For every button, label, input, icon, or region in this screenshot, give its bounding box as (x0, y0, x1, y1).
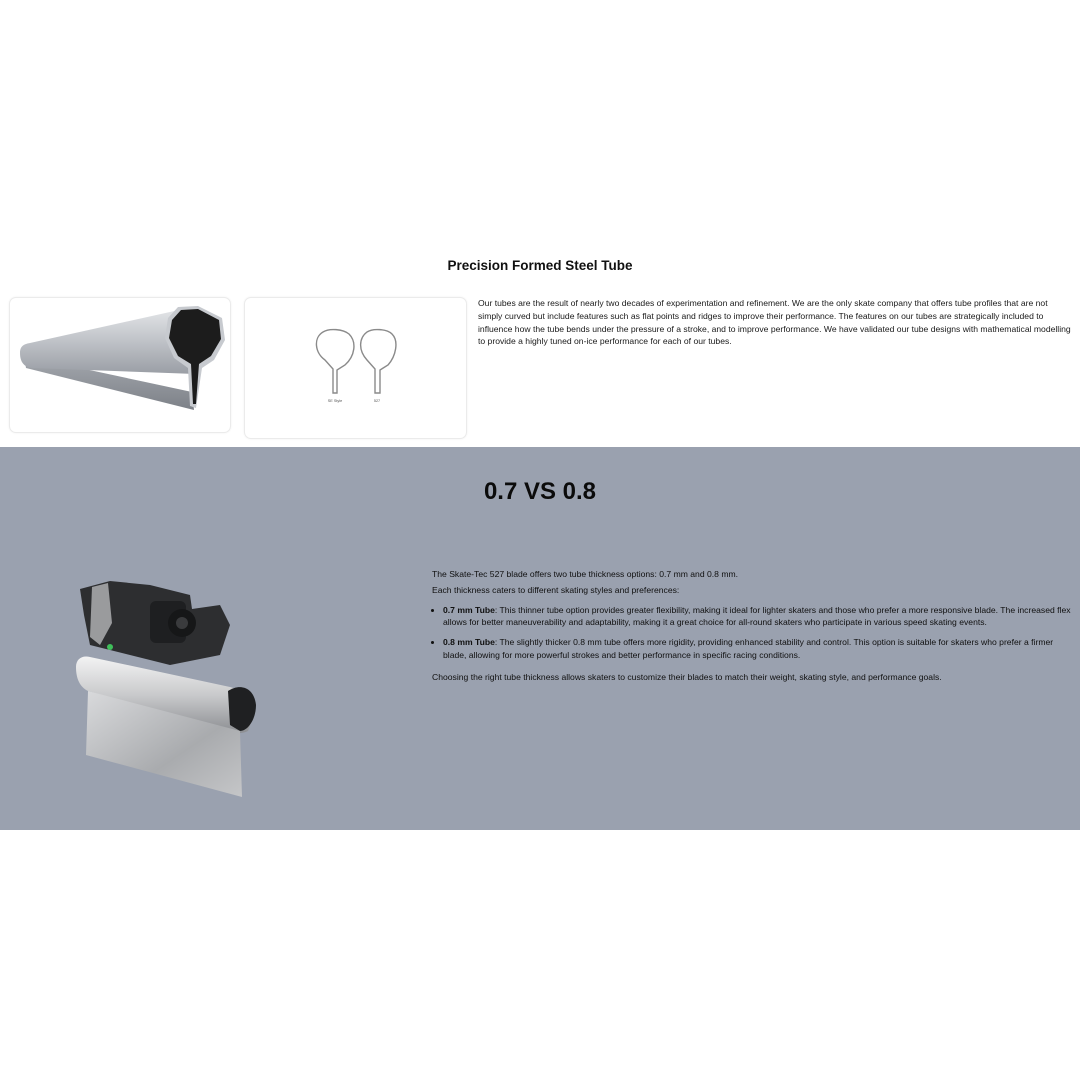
tube-profile-diagram (244, 297, 467, 439)
comparison-title: 0.7 VS 0.8 (483, 478, 597, 505)
option-name-0-7: 0.7 mm Tube (443, 604, 495, 615)
tube-render-image (9, 297, 231, 433)
list-item-0-8 (443, 636, 1072, 662)
option-text-0-8: : The slightly thicker 0.8 mm tube offers more rigidity, providing enhanced stability and control. This option is suitable for skaters who prefer a firmer blade, allowing for more powerful strokes and better performance in specific racing conditions. (443, 637, 1054, 660)
list-item-0-7 (443, 604, 1072, 630)
description-line-2: Each thickness caters to different skating styles and preferences: (432, 584, 680, 595)
comparison-section (0, 447, 1080, 830)
thickness-options-list (432, 604, 1072, 662)
closing-paragraph: Choosing the right tube thickness allows skaters to customize their blades to match their weight, skating style, and performance goals. (432, 671, 942, 682)
527-profile-shape (361, 330, 396, 393)
section-title: Precision Formed Steel Tube (447, 258, 633, 273)
se-style-profile-label: SE Style (327, 399, 343, 403)
527-profile-label: 527 (373, 399, 381, 403)
intro-paragraph: Our tubes are the result of nearly two decades of experimentation and refinement. We are the only skate company that offers tube profiles that are not simply curved but include features such as flat points and ridges to improve their performance. The features on our tubes are strategically included to influence how the tube bends under the pressure of a stroke, and to improve performance. We have validated our tube designs with mathematical modelling to provide a highly tuned on-ice performance for each of our tubes. (478, 298, 1071, 347)
option-name-0-8: 0.8 mm Tube (443, 637, 495, 648)
comparison-description (432, 568, 1072, 687)
option-text-0-7: : This thinner tube option provides greater flexibility, making it ideal for lighter skaters and those who prefer a more responsive blade. The increased flex allows for better maneuverability and adaptability, making it a great choice for all-round skaters who participate in various speed skating events. (443, 604, 1071, 628)
description-line-1: The Skate-Tec 527 blade offers two tube thickness options: 0.7 mm and 0.8 mm. (432, 569, 739, 579)
blade-render-image (70, 575, 265, 800)
se-style-profile-shape (316, 330, 354, 393)
